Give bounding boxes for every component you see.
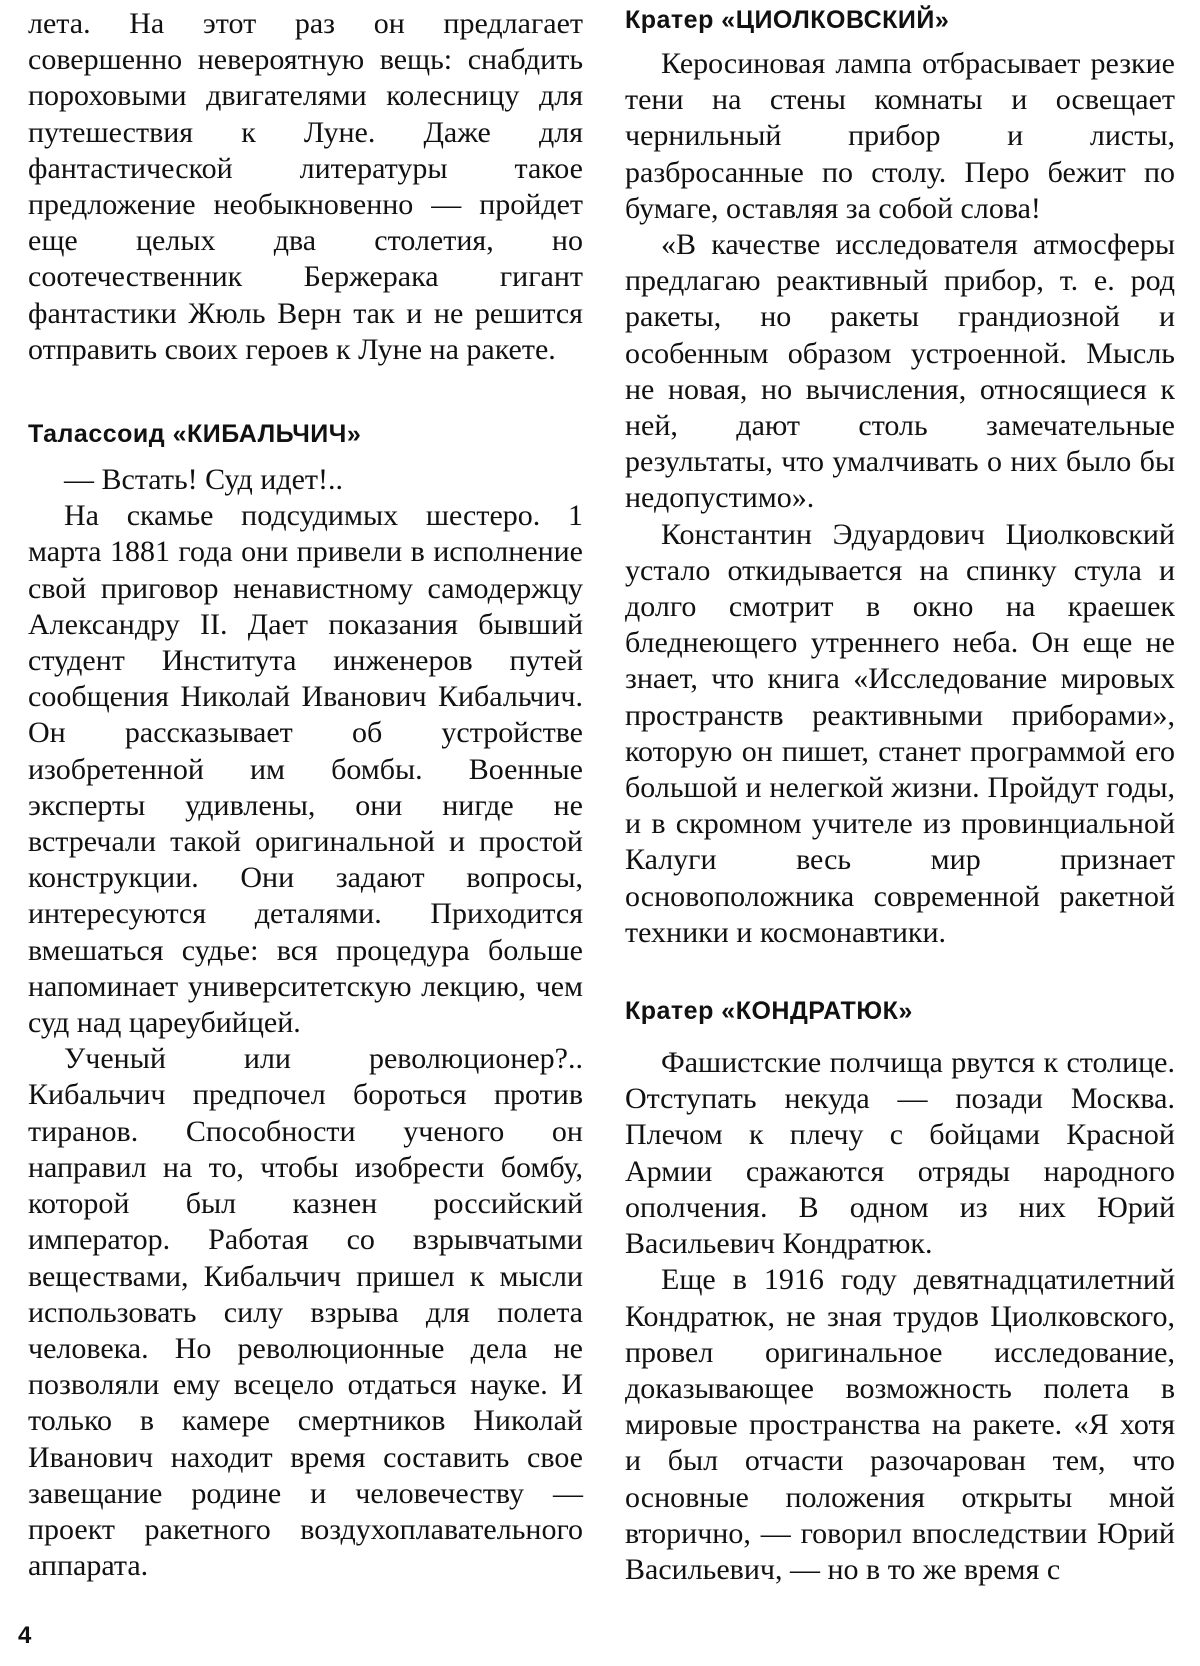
- heading-kondratyuk: Кратер «КОНДРАТЮК»: [625, 997, 913, 1026]
- paragraph-tsiolkovsky: Константин Эдуардович Циолковский устало откидывается на спинку стула и долго смотрит в окно на краешек бледнеющего утреннего неба. Он еще не знает, что книга «Исследование мировых пространств реактивными приборами», которую он пишет, станет программой его большой и нелегкой жизни. Пройдут годы, и в скромном учителе из провинциальной Калуги весь мир признает основоположника современной ракетной техники и космонавтики.: [625, 517, 1175, 949]
- heading-tsiolkovsky: Кратер «ЦИОЛКОВСКИЙ»: [625, 6, 950, 34]
- heading-kibalchich: Талассоид «КИБАЛЬЧИЧ»: [28, 420, 362, 449]
- paragraph-scientist: Ученый или революционер?.. Кибальчич предпочел бороться против тиранов. Способности ученого он направил на то, чтобы изобрести бомбу, которой был казнен российский император. Работая со взрывчатыми веществами, Кибальчич пришел к мысли использовать силу взрыва для полета человека. Но революционные дела не позволяли ему всецело отдаться науке. И только в камере смертников Николай Иванович находит время составить свое завещание родине и человечеству — проект ракетного воздухоплавательного аппарата.: [28, 1042, 583, 1583]
- paragraph-quote: «В качестве исследователя атмосферы предлагаю реактивный прибор, т. е. род ракеты, но ракеты грандиозной и особенным образом устроенной. Мысль не новая, но вычисления, относящиеся к ней, дают столь замечательные результаты, что умалчивать о них было бы недопустимо».: [625, 228, 1175, 515]
- paragraph-fascists: Фашистские полчища рвутся к столице. Отступать некуда — позади Москва. Плечом к плечу с бойцами Красной Армии сражаются отряды народного ополчения. В одном из них Юрий Васильевич Кондратюк.: [625, 1046, 1175, 1261]
- paragraph-court: — Встать! Суд идет!..: [64, 463, 343, 497]
- paragraph-lamp: Керосиновая лампа отбрасывает резкие тени на стены комнаты и освещает чернильный прибор и листы, разбросанные по столу. Перо бежит по бумаге, оставляя за собой слова!: [625, 47, 1175, 225]
- paragraph-intro: лета. На этот раз он предлагает совершенно невероятную вещь: снабдить пороховыми двигателями колесницу для путешествия к Луне. Даже для фантастической литературы такое предложение необыкновенно — пройдет еще целых два столетия, но соотечественник Бержерака гигант фантастики Жюль Верн так и не решится отправить своих героев к Луне на ракете.: [28, 7, 583, 366]
- paragraph-1916: Еще в 1916 году девятнадцатилетний Кондратюк, не зная трудов Циолковского, провел оригинальное исследование, доказывающее возможность полета в мировые пространства на ракете. «Я хотя и был отчасти разочарован тем, что основные положения открыты мной вторично, — говорил впоследствии Юрий Васильевич, — но в то же время с: [625, 1263, 1175, 1586]
- right-column: [625, 0, 1175, 1588]
- left-column: [28, 0, 583, 1584]
- paragraph-trial: На скамье подсудимых шестеро. 1 марта 1881 года они привели в исполнение свой приговор ненавистному самодержцу Александру II. Дает показания бывший студент Института инженеров путей сообщения Николай Иванович Кибальчич. Он рассказывает об устройстве изобретенной им бомбы. Военные эксперты удивлены, они нигде не встречали такой оригинальной и простой конструкции. Они задают вопросы, интересуются деталями. Приходится вмешаться судье: вся процедура больше напоминает университетскую лекцию, чем суд над цареубийцей.: [28, 499, 583, 1040]
- page-number: 4: [18, 1622, 32, 1649]
